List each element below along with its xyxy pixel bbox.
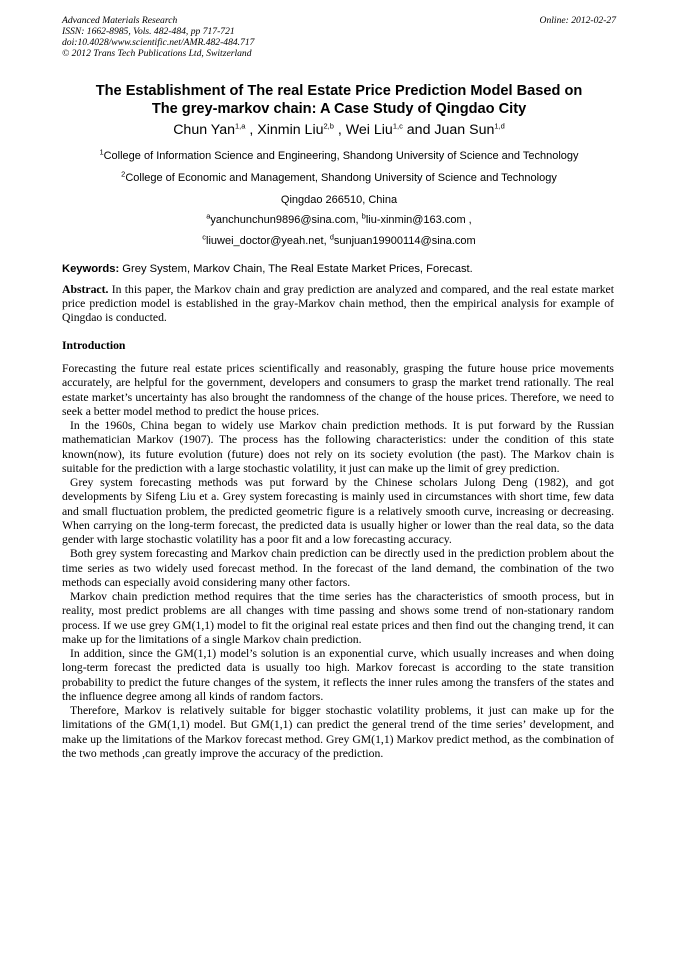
aff-sup: 1 [99,147,104,157]
email-sup: b [361,211,366,221]
aff-text: College of Economic and Management, Shandong University of Science and Technology [125,172,557,184]
author-separator: and [402,122,435,138]
title-line-1: The Establishment of The real Estate Price Prediction Model Based on [95,83,583,99]
author-name: Chun Yan [173,122,235,138]
title-line-2: The grey-markov chain: A Case Study of Qingdao City [151,101,527,117]
author-sup: 1,d [494,121,505,131]
author-separator: , [333,122,346,138]
email-line-2 [40,232,638,247]
author-sup: 2,b [323,121,334,131]
abstract-label: Abstract. [62,283,109,296]
keywords-text: Grey System, Markov Chain, The Real Estate Market Prices, Forecast. [119,263,473,275]
email-sup: d [329,232,334,242]
author-list [50,122,628,138]
section-heading-introduction: Introduction [62,339,126,352]
copyright-line: © 2012 Trans Tech Publications Ltd, Switzerland [62,48,252,59]
author-name: Juan Sun [434,122,495,138]
affiliation-2 [40,169,638,184]
abstract [62,283,614,326]
doi-line: doi:10.4028/www.scientific.net/AMR.482-484.717 [62,37,255,48]
paragraph: Forecasting the future real estate prices scientifically and reasonably, grasping the future house price movements accurately, are helpful for the government, developers and consumers to grasp the market trend rationally. The real estate market’s uncertainty has also brought the randomness of the change of the house prices. Therefore, we need to seek a better model method to predict the house prices. [62,362,614,418]
aff-text: College of Information Science and Engineering, Shandong University of Science and Technology [103,150,579,162]
paragraph: Both grey system forecasting and Markov chain prediction can be directly used in the prediction problem about the time series as two widely used forecast method. In the forecast of the land demand, the combination of the two methods can especially avoid considering many other factors. [62,547,614,589]
author-name: Wei Liu [345,122,393,138]
email-link[interactable]: yanchunchun9896@sina.com, [210,214,362,226]
paragraph: Markov chain prediction method requires that the time series has the characteristics of smooth process, but in reality, most predict problems are all changes with time passing and shows some trend of non-stationary random process. If we use grey GM(1,1) model to fit the original real estate prices and then find out the changing trend, it can make up for the limitations of a single Markov chain prediction. [62,590,614,646]
aff-sup: 2 [121,169,126,179]
email-link[interactable]: liu-xinmin@163.com , [365,214,472,226]
paragraph: Therefore, Markov is relatively suitable for bigger stochastic volatility problems, it just can make up for the limitations of the GM(1,1) model. But GM(1,1) can predict the general trend of the time series’ development, and make up the limitations of the Markov forecast method. Grey GM(1,1) Markov predict method, as the combination of the two methods ,can greatly improve the accuracy of the prediction. [62,704,614,760]
issn-line: ISSN: 1662-8985, Vols. 482-484, pp 717-721 [62,26,235,37]
author-sup: 1,a [234,121,246,131]
journal-name: Advanced Materials Research [62,15,178,26]
email-sup: a [206,211,211,221]
email-link[interactable]: sunjuan19900114@sina.com [333,235,476,247]
keywords [62,263,622,275]
paragraph: In addition, since the GM(1,1) model’s solution is an exponential curve, which usually increases and when doing long-term forecast the predicted data is usually too high. Markov forecast is according to the state transition probability to predict the future changes of the system, it reflects the inner rules among the transfers of the states and the influence degree among all kinds of random factors. [62,647,614,703]
paragraph: In the 1960s, China began to widely use Markov chain prediction methods. It is put forward by the Russian mathematician Markov (1907). The process has the following characteristics: under the condition of this state known(now), its future evolution (future) does not rely on its society evolution (the past). The Markov chain is suitable for the prediction with a large stochastic volatility, it just can make up the limit of grey prediction. [62,419,614,475]
paper-title [50,82,628,118]
author-name: Xinmin Liu [257,122,324,138]
keywords-label: Keywords: [62,263,120,275]
email-line-1 [40,211,638,226]
paragraph: Grey system forecasting methods was put forward by the Chinese scholars Julong Deng (1982), and got developments by Sifeng Liu et a. Grey system forecasting is mainly used in circumstances with short time, few data and small fluctuation problem, the predicted geometric figure is a relatively smooth curve, increasing or decreasing. When carrying on the long-term forecast, the predicted data is usually higher or lower than the real data, so the data gender with large stochastic volatility has a poor fit and a low forecasting accuracy. [62,476,614,546]
affiliation-city: Qingdao 266510, China [280,194,398,206]
abstract-text: In this paper, the Markov chain and gray prediction are analyzed and compared, and the real estate market price prediction model is established in the gray-Markov chain method, then the empirical analysis for example of Qingdao is conducted. [62,283,614,325]
author-sup: 1,c [392,121,403,131]
online-date: Online: 2012-02-27 [539,15,616,26]
affiliation-1 [40,147,638,162]
email-sup: c [202,232,207,242]
journal-header [62,15,616,59]
author-separator: , [245,122,258,138]
introduction-body [62,362,614,761]
email-link[interactable]: liuwei_doctor@yeah.net, [206,235,330,247]
